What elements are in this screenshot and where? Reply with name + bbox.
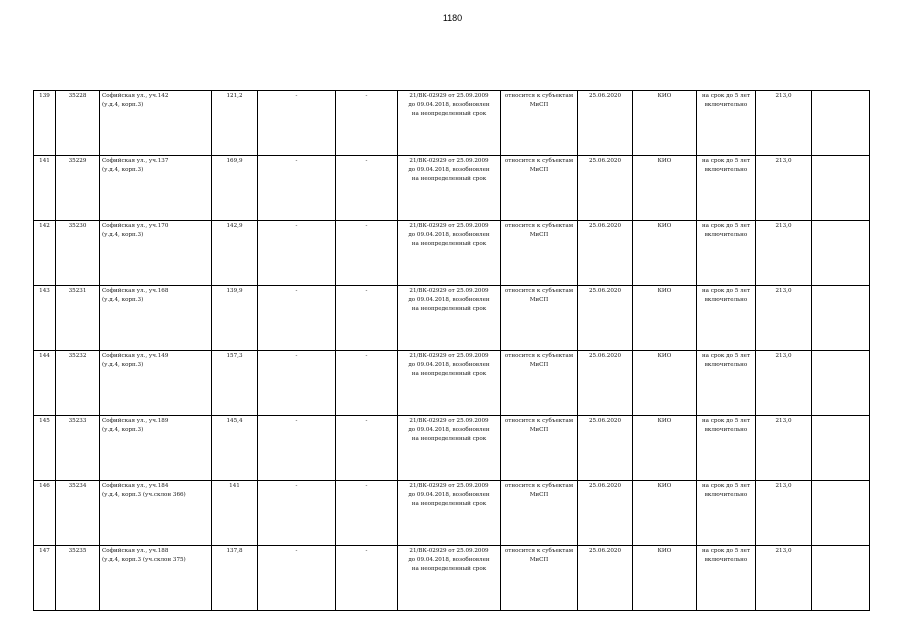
cell-line: включительно — [704, 232, 748, 239]
cell-line: (у.д.4, корп.3) — [102, 427, 144, 434]
row-number-cell: 143 — [34, 286, 56, 351]
cell-line: относится к субъектам — [504, 418, 574, 424]
cell-line: 21/ВК-02929 от 25.09.2009 — [409, 483, 489, 489]
term-cell — [697, 286, 756, 351]
cell-line: Софийская ул., уч.168 — [102, 288, 169, 294]
empty-cell — [812, 416, 870, 481]
cell-line: на неопределенный срок — [411, 501, 487, 508]
organization-cell: КИО — [633, 416, 697, 481]
dash-cell: - — [258, 91, 336, 156]
cell-line: (у.д.4, корп.3 (уч.склон 366) — [102, 492, 186, 499]
dash-cell: - — [258, 351, 336, 416]
status-cell — [501, 91, 578, 156]
row-number-cell: 142 — [34, 221, 56, 286]
dash-cell: - — [336, 546, 398, 611]
empty-cell — [812, 91, 870, 156]
organization-cell: КИО — [633, 91, 697, 156]
table-row — [34, 91, 870, 156]
contract-cell — [398, 351, 501, 416]
empty-cell — [812, 156, 870, 221]
empty-cell — [812, 546, 870, 611]
row-number-cell: 147 — [34, 546, 56, 611]
area-cell: 137,8 — [212, 546, 258, 611]
cell-line: на неопределенный срок — [411, 371, 487, 378]
cell-line: включительно — [704, 557, 748, 564]
area-cell: 169,9 — [212, 156, 258, 221]
cell-line: на срок до 5 лет — [701, 483, 751, 489]
contract-cell — [398, 91, 501, 156]
address-cell — [100, 416, 212, 481]
cell-line: МиСП — [529, 492, 549, 499]
cell-line: 21/ВК-02929 от 25.09.2009 — [409, 418, 489, 424]
area-cell: 121,2 — [212, 91, 258, 156]
date-cell: 25.06.2020 — [578, 546, 633, 611]
object-id-cell: 35234 — [56, 481, 100, 546]
cell-line: на неопределенный срок — [411, 306, 487, 313]
cell-line: включительно — [704, 297, 748, 304]
cell-line: 21/ВК-02929 от 25.09.2009 — [409, 548, 489, 554]
dash-cell: - — [258, 416, 336, 481]
cell-line: включительно — [704, 102, 748, 109]
status-cell — [501, 286, 578, 351]
address-cell — [100, 91, 212, 156]
organization-cell: КИО — [633, 351, 697, 416]
organization-cell: КИО — [633, 546, 697, 611]
contract-cell — [398, 156, 501, 221]
value-cell: 213,0 — [756, 221, 812, 286]
cell-line: 21/ВК-02929 от 25.09.2009 — [409, 288, 489, 294]
cell-line: относится к субъектам — [504, 223, 574, 229]
status-cell — [501, 221, 578, 286]
cell-line: Софийская ул., уч.137 — [102, 158, 169, 164]
row-number-cell: 141 — [34, 156, 56, 221]
cell-line: Софийская ул., уч.189 — [102, 418, 169, 424]
cell-line: до 09.04.2018, возобновлен — [408, 492, 490, 499]
date-cell: 25.06.2020 — [578, 481, 633, 546]
cell-line: включительно — [704, 167, 748, 174]
date-cell: 25.06.2020 — [578, 221, 633, 286]
cell-line: включительно — [704, 362, 748, 369]
object-id-cell: 35232 — [56, 351, 100, 416]
contract-cell — [398, 546, 501, 611]
organization-cell: КИО — [633, 286, 697, 351]
term-cell — [697, 91, 756, 156]
cell-line: на срок до 5 лет — [701, 288, 751, 294]
area-cell: 141 — [212, 481, 258, 546]
row-number-cell: 139 — [34, 91, 56, 156]
address-cell — [100, 221, 212, 286]
cell-line: на срок до 5 лет — [701, 223, 751, 229]
cell-line: относится к субъектам — [504, 288, 574, 294]
address-cell — [100, 351, 212, 416]
cell-line: включительно — [704, 427, 748, 434]
status-cell — [501, 351, 578, 416]
cell-line: относится к субъектам — [504, 93, 574, 99]
value-cell: 213,0 — [756, 351, 812, 416]
dash-cell: - — [336, 221, 398, 286]
cell-line: 21/ВК-02929 от 25.09.2009 — [409, 158, 489, 164]
term-cell — [697, 351, 756, 416]
area-cell: 139,9 — [212, 286, 258, 351]
table-row — [34, 416, 870, 481]
table-row — [34, 546, 870, 611]
row-number-cell: 146 — [34, 481, 56, 546]
value-cell: 213,0 — [756, 91, 812, 156]
dash-cell: - — [336, 91, 398, 156]
table-row — [34, 156, 870, 221]
object-id-cell: 35233 — [56, 416, 100, 481]
cell-line: Софийская ул., уч.149 — [102, 353, 169, 359]
status-cell — [501, 481, 578, 546]
row-number-cell: 145 — [34, 416, 56, 481]
cell-line: на неопределенный срок — [411, 111, 487, 118]
dash-cell: - — [258, 546, 336, 611]
empty-cell — [812, 221, 870, 286]
cell-line: (у.д.4, корп.3) — [102, 167, 144, 174]
cell-line: 21/ВК-02929 от 25.09.2009 — [409, 223, 489, 229]
dash-cell: - — [336, 156, 398, 221]
term-cell — [697, 546, 756, 611]
register-rows — [34, 91, 870, 611]
address-cell — [100, 286, 212, 351]
cell-line: (у.д.4, корп.3) — [102, 297, 144, 304]
object-id-cell: 35228 — [56, 91, 100, 156]
value-cell: 213,0 — [756, 156, 812, 221]
cell-line: Софийская ул., уч.184 — [102, 483, 169, 489]
dash-cell: - — [336, 416, 398, 481]
dash-cell: - — [336, 286, 398, 351]
cell-line: включительно — [704, 492, 748, 499]
value-cell: 213,0 — [756, 416, 812, 481]
dash-cell: - — [336, 351, 398, 416]
value-cell: 213,0 — [756, 481, 812, 546]
object-id-cell: 35231 — [56, 286, 100, 351]
table-row — [34, 286, 870, 351]
cell-line: на срок до 5 лет — [701, 93, 751, 99]
cell-line: МиСП — [529, 557, 549, 564]
register-table — [33, 90, 870, 611]
dash-cell: - — [258, 481, 336, 546]
cell-line: на неопределенный срок — [411, 241, 487, 248]
cell-line: (у.д.4, корп.3) — [102, 362, 144, 369]
date-cell: 25.06.2020 — [578, 351, 633, 416]
cell-line: до 09.04.2018, возобновлен — [408, 232, 490, 239]
status-cell — [501, 416, 578, 481]
cell-line: (у.д.4, корп.3) — [102, 232, 144, 239]
cell-line: (у.д.4, корп.3 (уч.склон 375) — [102, 557, 186, 564]
dash-cell: - — [258, 221, 336, 286]
cell-line: МиСП — [529, 167, 549, 174]
empty-cell — [812, 351, 870, 416]
table-row — [34, 221, 870, 286]
cell-line: МиСП — [529, 102, 549, 109]
cell-line: Софийская ул., уч.188 — [102, 548, 169, 554]
area-cell: 145,4 — [212, 416, 258, 481]
table-row — [34, 351, 870, 416]
contract-cell — [398, 416, 501, 481]
status-cell — [501, 156, 578, 221]
date-cell: 25.06.2020 — [578, 416, 633, 481]
dash-cell: - — [258, 286, 336, 351]
cell-line: на неопределенный срок — [411, 176, 487, 183]
cell-line: на неопределенный срок — [411, 566, 487, 573]
cell-line: до 09.04.2018, возобновлен — [408, 102, 490, 109]
cell-line: до 09.04.2018, возобновлен — [408, 427, 490, 434]
empty-cell — [812, 481, 870, 546]
date-cell: 25.06.2020 — [578, 156, 633, 221]
area-cell: 157,3 — [212, 351, 258, 416]
object-id-cell: 35230 — [56, 221, 100, 286]
contract-cell — [398, 221, 501, 286]
cell-line: Софийская ул., уч.170 — [102, 223, 169, 229]
cell-line: 21/ВК-02929 от 25.09.2009 — [409, 353, 489, 359]
cell-line: на срок до 5 лет — [701, 158, 751, 164]
cell-line: на срок до 5 лет — [701, 353, 751, 359]
value-cell: 213,0 — [756, 286, 812, 351]
row-number-cell: 144 — [34, 351, 56, 416]
cell-line: до 09.04.2018, возобновлен — [408, 167, 490, 174]
area-cell: 142,9 — [212, 221, 258, 286]
contract-cell — [398, 286, 501, 351]
value-cell: 213,0 — [756, 546, 812, 611]
cell-line: относится к субъектам — [504, 548, 574, 554]
date-cell: 25.06.2020 — [578, 286, 633, 351]
status-cell — [501, 546, 578, 611]
cell-line: (у.д.4, корп.3) — [102, 102, 144, 109]
cell-line: МиСП — [529, 297, 549, 304]
object-id-cell: 35235 — [56, 546, 100, 611]
cell-line: Софийская ул., уч.142 — [102, 93, 169, 99]
term-cell — [697, 221, 756, 286]
address-cell — [100, 156, 212, 221]
cell-line: до 09.04.2018, возобновлен — [408, 557, 490, 564]
object-id-cell: 35229 — [56, 156, 100, 221]
empty-cell — [812, 286, 870, 351]
cell-line: на срок до 5 лет — [701, 548, 751, 554]
page-number: 1180 — [442, 13, 463, 23]
term-cell — [697, 416, 756, 481]
cell-line: 21/ВК-02929 от 25.09.2009 — [409, 93, 489, 99]
cell-line: на неопределенный срок — [411, 436, 487, 443]
cell-line: до 09.04.2018, возобновлен — [408, 362, 490, 369]
cell-line: на срок до 5 лет — [701, 418, 751, 424]
cell-line: относится к субъектам — [504, 353, 574, 359]
cell-line: МиСП — [529, 232, 549, 239]
term-cell — [697, 481, 756, 546]
dash-cell: - — [336, 481, 398, 546]
cell-line: МиСП — [529, 427, 549, 434]
cell-line: МиСП — [529, 362, 549, 369]
address-cell — [100, 546, 212, 611]
cell-line: относится к субъектам — [504, 483, 574, 489]
cell-line: относится к субъектам — [504, 158, 574, 164]
address-cell — [100, 481, 212, 546]
table-row — [34, 481, 870, 546]
dash-cell: - — [258, 156, 336, 221]
contract-cell — [398, 481, 501, 546]
organization-cell: КИО — [633, 481, 697, 546]
cell-line: до 09.04.2018, возобновлен — [408, 297, 490, 304]
date-cell: 25.06.2020 — [578, 91, 633, 156]
organization-cell: КИО — [633, 156, 697, 221]
organization-cell: КИО — [633, 221, 697, 286]
term-cell — [697, 156, 756, 221]
